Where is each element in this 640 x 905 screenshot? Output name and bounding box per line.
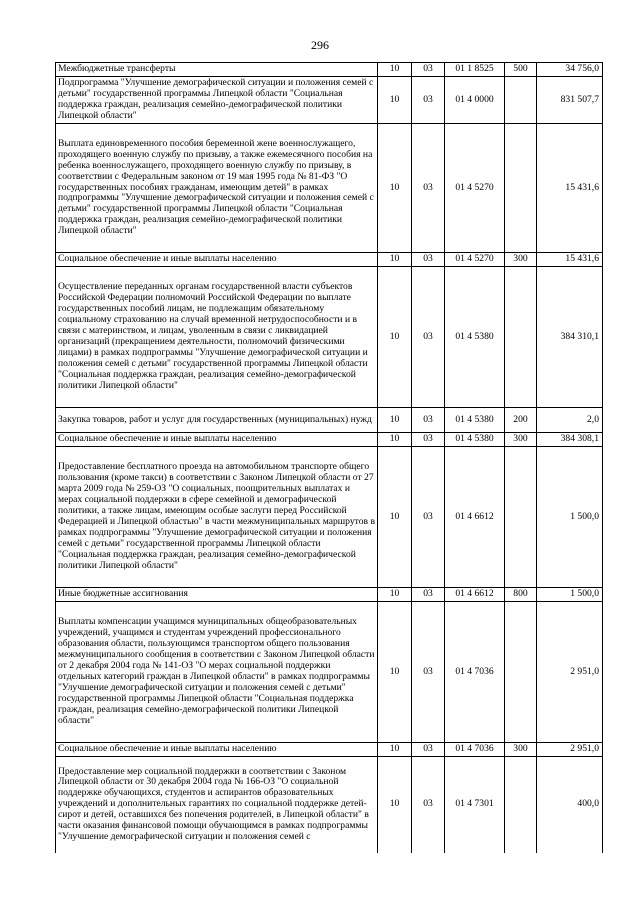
row-section: 10	[378, 602, 412, 743]
row-target: 01 4 6612	[445, 588, 505, 602]
row-expense-type	[505, 602, 537, 743]
row-expense-type	[505, 267, 537, 408]
row-subsection: 03	[412, 757, 445, 853]
row-section: 10	[378, 77, 412, 124]
row-subsection: 03	[412, 447, 445, 588]
row-section: 10	[378, 124, 412, 253]
row-section: 10	[378, 253, 412, 267]
row-expense-type: 200	[505, 408, 537, 433]
row-amount: 1 500,0	[537, 447, 603, 588]
row-section: 10	[378, 433, 412, 447]
row-description: Иные бюджетные ассигнования	[56, 588, 378, 602]
row-section: 10	[378, 757, 412, 853]
row-amount: 384 310,1	[537, 267, 603, 408]
row-target: 01 4 5270	[445, 124, 505, 253]
row-description: Межбюджетные трансферты	[56, 63, 378, 77]
row-description: Подпрограмма "Улучшение демографической ситуации и положения семей с детьми" государственной программы Липецкой области "Социальная поддержка граждан, реализация семейно-демографической политики Липецкой области"	[56, 77, 378, 124]
row-subsection: 03	[412, 408, 445, 433]
row-expense-type	[505, 757, 537, 853]
row-section: 10	[378, 743, 412, 757]
table-row	[56, 588, 603, 602]
row-section: 10	[378, 588, 412, 602]
page-number: 296	[311, 38, 329, 52]
row-amount: 15 431,6	[537, 253, 603, 267]
row-amount: 2,0	[537, 408, 603, 433]
row-description: Социальное обеспечение и иные выплаты населению	[56, 433, 378, 447]
row-subsection: 03	[412, 602, 445, 743]
row-section: 10	[378, 63, 412, 77]
table-row	[56, 757, 603, 853]
table-row	[56, 267, 603, 408]
row-subsection: 03	[412, 77, 445, 124]
row-target: 01 4 5270	[445, 253, 505, 267]
table-row	[56, 63, 603, 77]
row-expense-type: 300	[505, 433, 537, 447]
table-row	[56, 408, 603, 433]
row-amount: 400,0	[537, 757, 603, 853]
row-description: Предоставление мер социальной поддержки в соответствии с Законом Липецкой области от 30 декабря 2004 года № 166-ОЗ "О социальной поддержке обучающихся, студентов и аспирантов образовательных учреждений и дополнительных гарантиях по социальной поддержке детей-сирот и детей, оставшихся без попечения родителей, в Липецкой области" в части оказания финансовой помощи обучающимся в рамках подпрограммы "Улучшение демографической ситуации и положения семей с	[56, 757, 378, 853]
row-section: 10	[378, 267, 412, 408]
row-expense-type	[505, 447, 537, 588]
row-subsection: 03	[412, 253, 445, 267]
table-row	[56, 743, 603, 757]
row-expense-type: 300	[505, 743, 537, 757]
row-amount: 831 507,7	[537, 77, 603, 124]
table-row	[56, 253, 603, 267]
row-target: 01 4 7036	[445, 743, 505, 757]
row-description: Выплата единовременного пособия беременной жене военнослужащего, проходящего военную службу по призыву, а также ежемесячного пособия на ребенка военнослужащего, проходящего военную службу по призыву, в соответствии с Федеральным законом от 19 мая 1995 года № 81-ФЗ "О государственных пособиях гражданам, имеющим детей" в рамках подпрограммы "Улучшение демографической ситуации и положения семей с детьми" государственной программы Липецкой области "Социальная поддержка граждан, реализация семейно-демографической политики Липецкой области"	[56, 124, 378, 253]
row-subsection: 03	[412, 433, 445, 447]
row-amount: 2 951,0	[537, 743, 603, 757]
row-subsection: 03	[412, 63, 445, 77]
row-expense-type	[505, 77, 537, 124]
row-subsection: 03	[412, 743, 445, 757]
row-expense-type: 300	[505, 253, 537, 267]
table-row	[56, 433, 603, 447]
row-description: Закупка товаров, работ и услуг для государственных (муниципальных) нужд	[56, 408, 378, 433]
row-amount: 384 308,1	[537, 433, 603, 447]
table-row	[56, 77, 603, 124]
row-section: 10	[378, 408, 412, 433]
row-description: Социальное обеспечение и иные выплаты населению	[56, 743, 378, 757]
row-target: 01 1 8525	[445, 63, 505, 77]
row-subsection: 03	[412, 124, 445, 253]
row-subsection: 03	[412, 588, 445, 602]
row-expense-type: 500	[505, 63, 537, 77]
row-amount: 2 951,0	[537, 602, 603, 743]
table-row	[56, 602, 603, 743]
row-target: 01 4 7036	[445, 602, 505, 743]
row-amount: 15 431,6	[537, 124, 603, 253]
row-description: Социальное обеспечение и иные выплаты населению	[56, 253, 378, 267]
table-row	[56, 447, 603, 588]
row-expense-type	[505, 124, 537, 253]
row-subsection: 03	[412, 267, 445, 408]
row-target: 01 4 5380	[445, 267, 505, 408]
row-target: 01 4 5380	[445, 408, 505, 433]
row-amount: 34 756,0	[537, 63, 603, 77]
row-amount: 1 500,0	[537, 588, 603, 602]
table-row	[56, 124, 603, 253]
row-target: 01 4 0000	[445, 77, 505, 124]
row-target: 01 4 7301	[445, 757, 505, 853]
row-target: 01 4 6612	[445, 447, 505, 588]
row-description: Предоставление бесплатного проезда на автомобильном транспорте общего пользования (кроме такси) в соответствии с Законом Липецкой области от 27 марта 2009 года № 259-ОЗ "О социальных, поощрительных выплатах и мерах социальной поддержки в сфере семейной и демографической политики, а также лицам, имеющим особые заслуги перед Российской Федерацией и Липецкой областью" в части межмуниципальных маршрутов в рамках подпрограммы "Улучшение демографической ситуации и положения семей с детьми" государственной программы Липецкой области "Социальная поддержка граждан, реализация семейно-демографической политики Липецкой области"	[56, 447, 378, 588]
row-description: Выплаты компенсации учащимся муниципальных общеобразовательных учреждений, учащимся и студентам учреждений профессионального образования области, пользующимся транспортом общего пользования межмуниципального сообщения в соответствии с Законом Липецкой области от 2 декабря 2004 года № 141-ОЗ "О мерах социальной поддержки отдельных категорий граждан в Липецкой области" в рамках подпрограммы "Улучшение демографической ситуации и положения семей с детьми" государственной программы Липецкой области "Социальная поддержка граждан, реализация семейно-демографической политики Липецкой области"	[56, 602, 378, 743]
row-description: Осуществление переданных органам государственной власти субъектов Российской Федерации полномочий Российской Федерации по выплате государственных пособий лицам, не подлежащим обязательному социальному страхованию на случай временной нетрудоспособности и в связи с материнством, и лицам, уволенным в связи с ликвидацией организаций (прекращением деятельности, полномочий физическими лицами) в рамках подпрограммы "Улучшение демографической ситуации и положения семей с детьми" государственной программы Липецкой области "Социальная поддержка граждан, реализация семейно-демографической политики Липецкой области"	[56, 267, 378, 408]
row-section: 10	[378, 447, 412, 588]
row-target: 01 4 5380	[445, 433, 505, 447]
row-expense-type: 800	[505, 588, 537, 602]
budget-table	[55, 62, 603, 853]
